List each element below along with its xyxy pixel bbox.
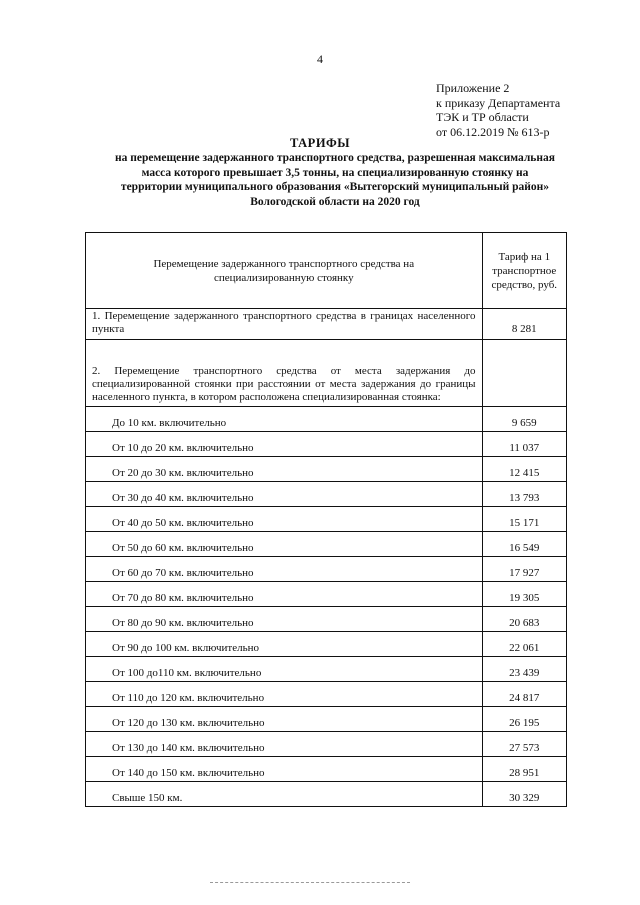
header-description-cell [86,233,483,309]
tariff-value: 23 439 [482,657,566,682]
header-val-line-3: средство, руб. [491,278,558,291]
tariff-value: 26 195 [482,707,566,732]
footer-line [210,882,410,883]
tariff-value: 28 951 [482,757,566,782]
distance-range-label: От 10 до 20 км. включительно [86,432,483,457]
distance-range-label: От 80 до 90 км. включительно [86,607,483,632]
table-header-row [86,233,567,309]
section-1-text: 1. Перемещение задержанного транспортного средства в границах населенного пункта [86,309,483,340]
section-2-text: 2. Перемещение транспортного средства от места задержания до специализированной стоянки при расстоянии от места задержания до границы населенного пункта, в котором расположена специализированная стоянка: [86,340,483,407]
table-row [86,507,567,532]
header-desc-line-2: специализированную стоянку [213,271,354,284]
table-row [86,707,567,732]
distance-range-label: От 140 до 150 км. включительно [86,757,483,782]
section-2-row [86,340,567,407]
tariff-value: 15 171 [482,507,566,532]
table-row [86,582,567,607]
table-row [86,557,567,582]
page-number: 4 [317,52,323,66]
appendix-line-3: ТЭК и ТР области [436,110,529,124]
distance-range-label: От 120 до 130 км. включительно [86,707,483,732]
header-tariff-cell [482,233,566,309]
subtitle-line-4: Вологодской области на 2020 год [250,195,420,208]
table-row [86,757,567,782]
tariff-value: 24 817 [482,682,566,707]
section-1-row [86,309,567,340]
header-desc-line-1: Перемещение задержанного транспортного средства на [153,257,415,270]
distance-range-label: Свыше 150 км. [86,782,483,807]
table-row [86,432,567,457]
tariff-value: 13 793 [482,482,566,507]
tariff-value: 19 305 [482,582,566,607]
subtitle-line-1: на перемещение задержанного транспортного средства, разрешенная максимальная [115,152,555,164]
tariff-value: 20 683 [482,607,566,632]
appendix-line-4: от 06.12.2019 № 613-р [436,124,550,139]
header-val-line-2: транспортное [492,264,557,277]
table-row [86,732,567,757]
table-row [86,407,567,432]
table-row [86,782,567,807]
table-row [86,607,567,632]
tariff-value: 22 061 [482,632,566,657]
distance-range-label: От 130 до 140 км. включительно [86,732,483,757]
distance-range-label: До 10 км. включительно [86,407,483,432]
appendix-line-2: к приказу Департамента [436,95,561,110]
tariff-value: 11 037 [482,432,566,457]
distance-range-label: От 30 до 40 км. включительно [86,482,483,507]
distance-range-label: От 100 до110 км. включительно [86,657,483,682]
distance-range-label: От 110 до 120 км. включительно [86,682,483,707]
table-row [86,682,567,707]
distance-range-label: От 40 до 50 км. включительно [86,507,483,532]
tariff-value: 12 415 [482,457,566,482]
distance-range-label: От 90 до 100 км. включительно [86,632,483,657]
appendix-block [436,81,560,139]
distance-range-label: От 60 до 70 км. включительно [86,557,483,582]
subtitle-line-3: территории муниципального образования «Вытегорский муниципальный район» [120,181,550,193]
tariff-table [85,232,567,807]
table-row [86,532,567,557]
tariff-value: 27 573 [482,732,566,757]
section-2-value-empty [482,340,566,407]
section-1-value: 8 281 [482,309,566,340]
tariff-value: 17 927 [482,557,566,582]
tariff-value: 30 329 [482,782,566,807]
header-val-line-1: Тариф на 1 [498,250,551,263]
distance-range-label: От 50 до 60 км. включительно [86,532,483,557]
distance-range-label: От 20 до 30 км. включительно [86,457,483,482]
table-row [86,657,567,682]
document-title: ТАРИФЫ [289,136,351,150]
tariff-value: 16 549 [482,532,566,557]
table-row [86,457,567,482]
document-subtitle [90,151,580,209]
table-row [86,482,567,507]
appendix-line-1: Приложение 2 [436,81,510,95]
tariff-value: 9 659 [482,407,566,432]
distance-range-label: От 70 до 80 км. включительно [86,582,483,607]
table-row [86,632,567,657]
subtitle-line-2: масса которого превышает 3,5 тонны, на специализированную стоянку на [141,166,529,179]
